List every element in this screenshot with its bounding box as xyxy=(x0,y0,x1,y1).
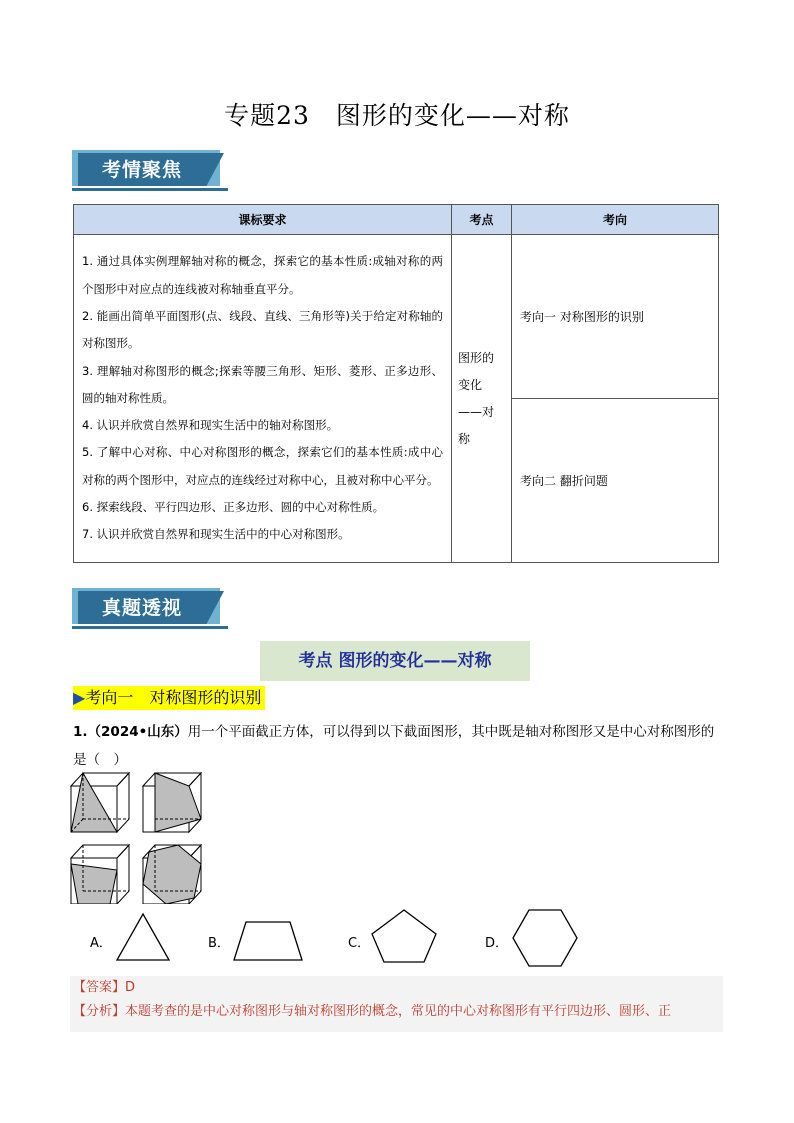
analysis-tag: 【分析】 xyxy=(73,1004,126,1019)
requirements-cell xyxy=(74,235,452,563)
pentagon-shape-icon xyxy=(370,908,438,964)
direction-one: 考向一 对称图形的识别 xyxy=(512,235,719,399)
section-title: 考点 图形的变化——对称 xyxy=(260,641,530,681)
direction-two: 考向二 翻折问题 xyxy=(512,399,719,563)
answer-tag: 【答案】 xyxy=(73,980,126,995)
header-requirements: 课标要求 xyxy=(74,205,452,235)
option-b-label[interactable]: B． xyxy=(208,936,230,951)
header-topic: 考点 xyxy=(452,205,512,235)
banner-label: 考情聚焦 xyxy=(101,159,182,181)
cube-figure-2 xyxy=(143,773,201,832)
requirement-item: 3. 理解轴对称图形的概念;探索等腰三角形、矩形、菱形、正多边形、圆的轴对称性质。 xyxy=(82,363,443,405)
cube-figure-1 xyxy=(71,773,129,832)
answer-block xyxy=(70,976,723,1032)
cube-figure-4 xyxy=(143,845,201,904)
hexagon-shape-icon xyxy=(510,908,580,968)
question-number: 1. xyxy=(73,724,88,740)
requirement-item: 2. 能画出简单平面图形(点、线段、直线、三角形等)关于给定对称轴的对称图形。 xyxy=(82,308,443,351)
curriculum-table xyxy=(73,204,719,563)
answer-row xyxy=(70,976,723,1000)
cube-cross-section-figures xyxy=(70,772,210,904)
page-title: 专题23 图形的变化——对称 xyxy=(224,101,570,130)
option-a-label[interactable]: A． xyxy=(90,936,112,951)
analysis-text: 本题考查的是中心对称图形与轴对称图形的概念，常见的中心对称图形有平行四边形、圆形、正 xyxy=(125,1004,672,1019)
question-text: 用一个平面截正方体，可以得到以下截面图形，其中既是轴对称图形又是中心对称图形的是（ ） xyxy=(73,724,715,768)
triangle-shape-icon xyxy=(115,912,171,962)
question-source: （2024•山东） xyxy=(87,724,188,740)
answer-value: D xyxy=(125,980,136,995)
header-direction: 考向 xyxy=(512,205,719,235)
topic-cell: 图形的变化——对称 xyxy=(452,235,512,563)
option-c-label[interactable]: C． xyxy=(348,936,371,951)
trapezoid-shape-icon xyxy=(232,920,304,962)
direction-heading xyxy=(73,686,265,710)
requirement-item: 6. 探索线段、平行四边形、正多边形、圆的中心对称性质。 xyxy=(82,500,385,515)
question-1 xyxy=(73,718,723,774)
requirement-item: 7. 认识并欣赏自然界和现实生活中的中心对称图形。 xyxy=(82,527,350,542)
requirement-item: 1. 通过具体实例理解轴对称的概念，探索它的基本性质:成轴对称的两个图形中对应点的连线被对称轴垂直平分。 xyxy=(82,254,443,296)
analysis-row xyxy=(70,1000,723,1024)
triangle-marker-icon: ▶ xyxy=(73,688,86,707)
section-banner-focus xyxy=(72,150,228,192)
direction-heading-text: 考向一 对称图形的识别 xyxy=(85,688,262,707)
cube-figure-3 xyxy=(71,845,129,904)
requirement-item: 5. 了解中心对称、中心对称图形的概念，探索它们的基本性质:成中心对称的两个图形中，对应点的连线经过对称中心，且被对称中心平分。 xyxy=(82,445,443,487)
banner-label: 真题透视 xyxy=(101,597,182,619)
option-d-label[interactable]: D． xyxy=(485,936,509,951)
answer-options xyxy=(90,908,730,974)
requirement-item: 4. 认识并欣赏自然界和现实生活中的轴对称图形。 xyxy=(82,418,339,433)
section-banner-real xyxy=(72,588,228,630)
